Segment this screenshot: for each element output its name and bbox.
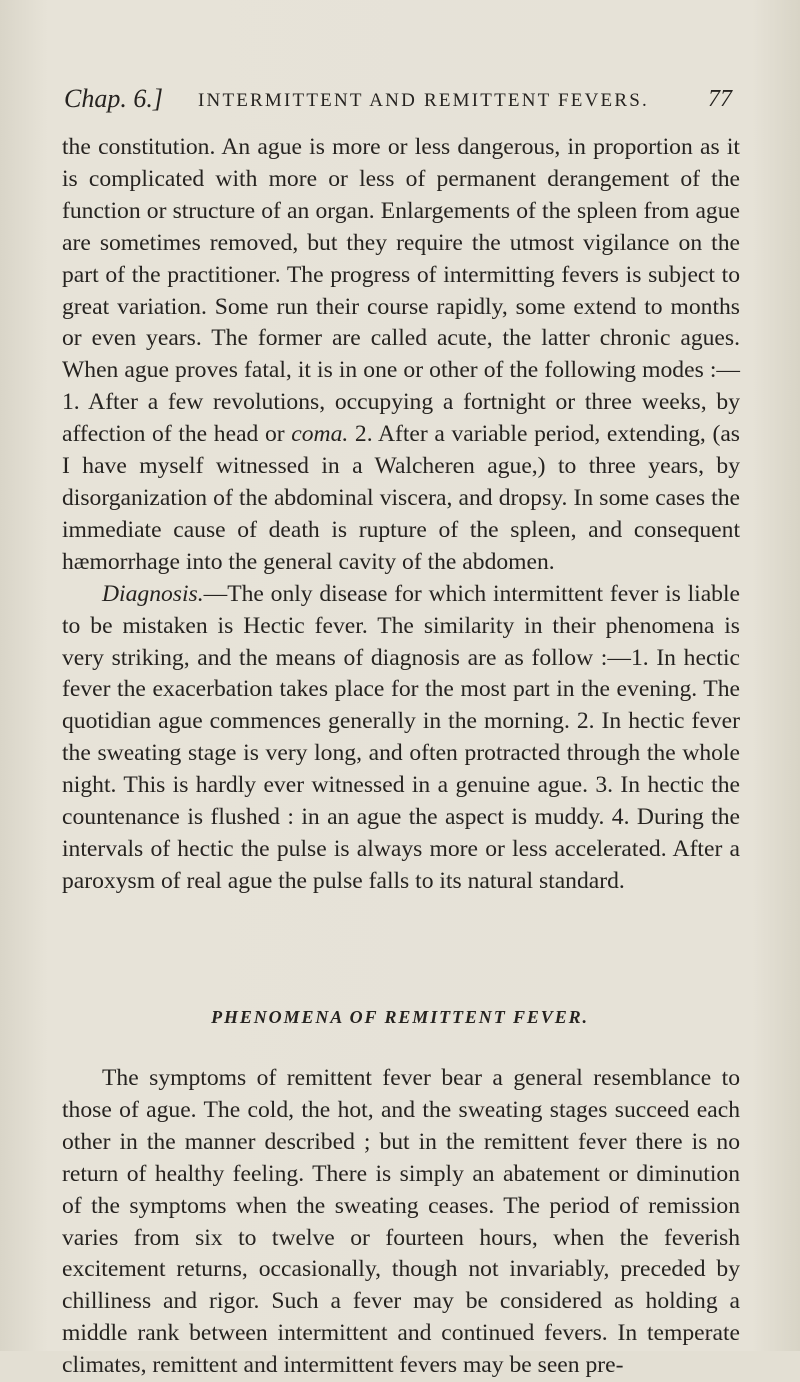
running-title: INTERMITTENT AND REMITTENT FEVERS. [198, 90, 649, 111]
second-text-block [62, 1063, 740, 1382]
paragraph-1 [62, 132, 740, 579]
paragraph-1-text: the constitution. An ague is more or less dangerous, in proportion as it is complicated with more or less of permanent derangement of the function or structure of an organ. Enlargements of the spleen from ague are sometimes removed, but they require the utmost vigilance on the part of the practitioner. The progress of intermitting fevers is subject to great variation. Some run their course rapidly, some extend to months or even years. The former are called acute, the latter chronic agues. When ague proves fatal, it is in one or other of the following modes :—1. After a few revolutions, occupying a fortnight or three weeks, by affection of the head or [62, 134, 740, 448]
paragraph-remittent: The symptoms of remittent fever bear a general resemblance to those of ague. The cold, the hot, and the sweating stages succeed each other in the manner described ; but in the remittent fever there is no return of healthy feeling. There is simply an abatement or diminution of the symptoms when the sweating ceases. The period of remission varies from six to twelve or fourteen hours, when the feverish excitement returns, occasionally, though not invariably, preceded by chilliness and rigor. Such a fever may be considered as holding a middle rank between intermittent and continued fevers. In temperate climates, remittent and intermittent fevers may be seen pre- [62, 1065, 740, 1379]
paragraph-diagnosis [62, 579, 740, 898]
running-header [64, 84, 738, 118]
chapter-label: Chap. 6.] [64, 84, 163, 113]
page-number: 77 [708, 86, 732, 112]
paragraph-diagnosis-text: —The only disease for which intermittent fever is liable to be mistaken is Hectic fever. The similarity in their phenomena is very striking, and the means of diagnosis are as follow :—1. In hectic fever the exacerbation takes place for the most part in the evening. The quotidian ague commences generally in the morning. 2. In hectic fever the sweating stage is very long, and often protracted through the whole night. This is hardly ever witnessed in a genuine ague. 3. In hectic the countenance is flushed : in an ague the aspect is muddy. 4. During the intervals of hectic the pulse is always more or less accelerated. After a paroxysm of real ague the pulse falls to its natural standard. [62, 580, 740, 894]
section-heading: PHENOMENA OF REMITTENT FEVER. [211, 1007, 589, 1027]
main-text-block [62, 132, 740, 898]
coma-italic: coma. [291, 421, 349, 448]
paragraph-1-rest: 2. After a variable period, extending, (as I have myself witnessed in a Walcheren ague,) to three years, by disorganization of the abdominal viscera, and dropsy. In some cases the immediate cause of death is rupture of the spleen, and consequent hæmorrhage into the general cavity of the abdomen. [62, 421, 740, 575]
diagnosis-run-in: Diagnosis. [102, 580, 204, 607]
